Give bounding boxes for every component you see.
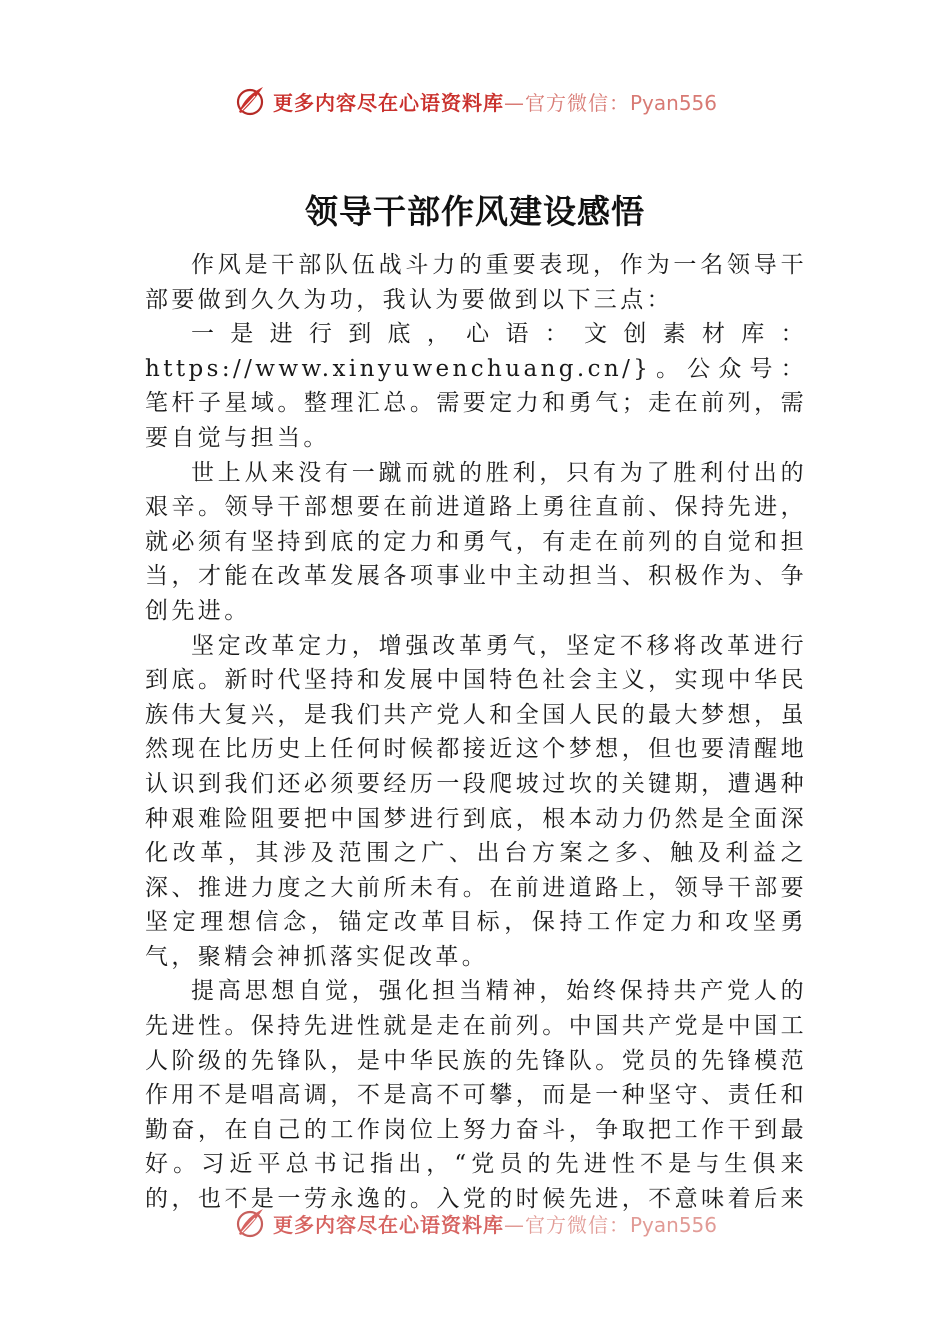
- pen-logo-icon: [233, 84, 267, 118]
- paragraph: 世上从来没有一蹴而就的胜利，只有为了胜利付出的艰辛。领导干部想要在前进道路上勇往直前、保持先进，就必须有坚持到底的定力和勇气，有走在前列的自觉和担当，才能在改革发展各项事业中主动担当、积极作为、争创先进。: [145, 459, 807, 624]
- watermark-footer: [0, 1206, 950, 1240]
- paragraph: 一是进行到底，心语：文创素材库：https://www.xinyuwenchuang.cn/}。公众号：笔杆子星域。整理汇总。需要定力和勇气；走在前列，需要自觉与担当。: [145, 321, 807, 451]
- pen-logo-icon: [233, 1206, 267, 1240]
- watermark-header: [0, 84, 950, 118]
- watermark-text: 更多内容尽在心语资料库—官方微信：Pyan556: [272, 1212, 717, 1237]
- paragraph: 提高思想自觉，强化担当精神，始终保持共产党人的先进性。保持先进性就是走在前列。中国共产党是中国工人阶级的先锋队，是中华民族的先锋队。党员的先锋模范作用不是唱高调，不是高不可攀，而是一种坚守、责任和勤奋，在自己的工作岗位上努力奋斗，争取把工作干到最好。习近平总书记指出，“党员的先进性不是与生俱来的，也不是一劳永逸的。入党的时候先进，不意味着后来: [145, 978, 807, 1213]
- watermark-text: 更多内容尽在心语资料库—官方微信：Pyan556: [272, 90, 717, 115]
- paragraph: 坚定改革定力，增强改革勇气，坚定不移将改革进行到底。新时代坚持和发展中国特色社会主义，实现中华民族伟大复兴，是我们共产党人和全国人民的最大梦想，虽然现在比历史上任何时候都接近这个梦想，但也要清醒地认识到我们还必须要经历一段爬坡过坎的关键期，遭遇种种艰难险阻要把中国梦进行到底，根本动力仍然是全面深化改革，其涉及范围之广、出台方案之多、触及利益之深、推进力度之大前所未有。在前进道路上，领导干部要坚定理想信念，锚定改革目标，保持工作定力和攻坚勇气，聚精会神抓落实促改革。: [145, 632, 807, 970]
- document-title: 领导干部作风建设感悟: [305, 192, 645, 231]
- document-body: [145, 248, 807, 1214]
- paragraph: 作风是干部队伍战斗力的重要表现，作为一名领导干部要做到久久为功，我认为要做到以下三点：: [145, 252, 807, 313]
